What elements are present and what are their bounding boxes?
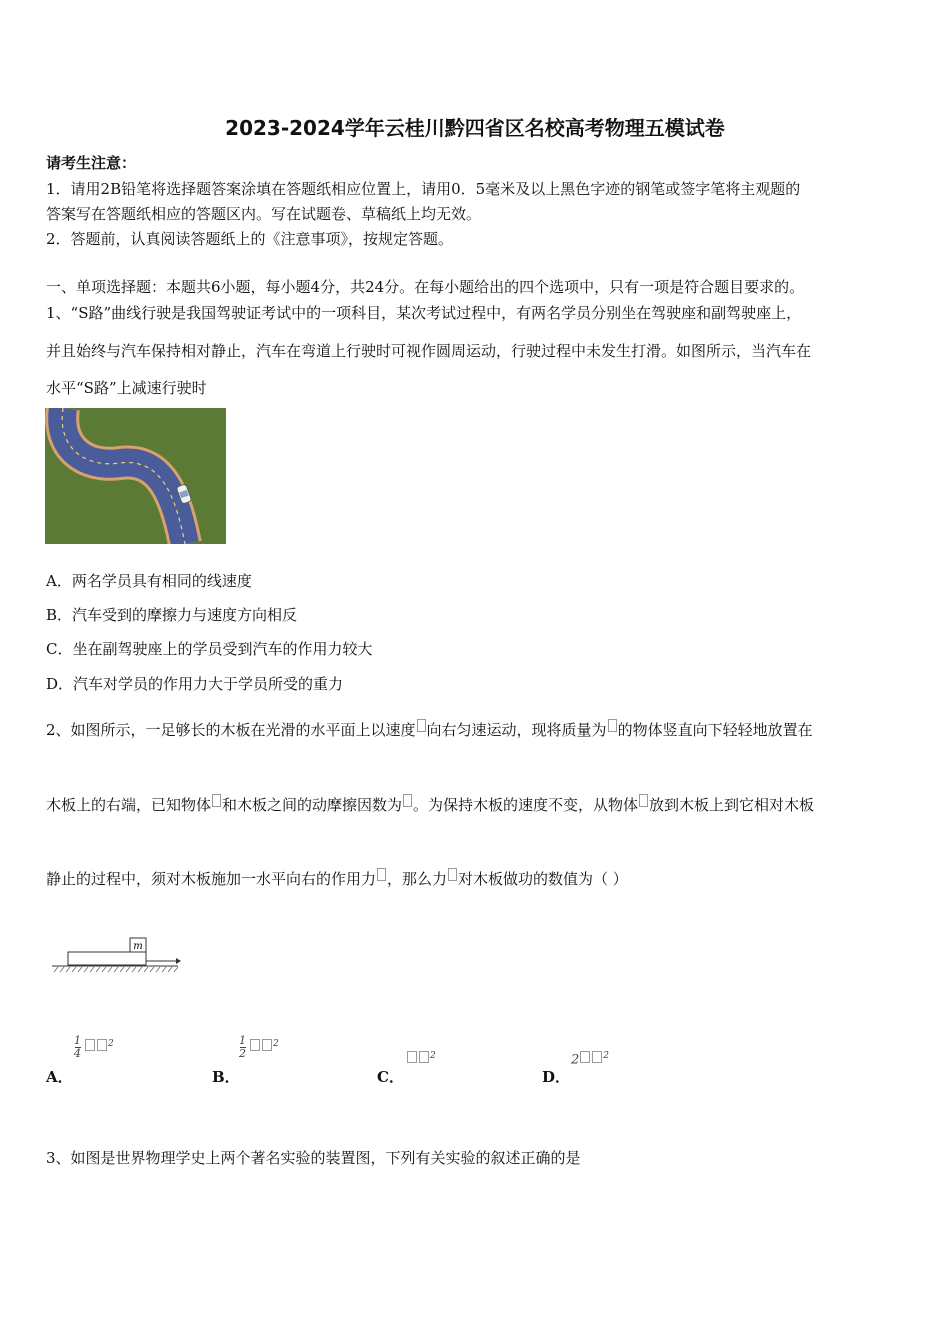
notice-line-1: 1．请用2B铅笔将选择题答案涂填在答题纸相应位置上，请用0．5毫米及以上黑色字迹的钢笔或签字笔将主观题的 — [46, 180, 801, 198]
page-title: 2023-2024学年云桂川黔四省区名校高考物理五模试卷 — [225, 116, 725, 140]
q1-line-2: 并且始终与汽车保持相对静止，汽车在弯道上行驶时可视作圆周运动，行驶过程中未发生打滑。如图所示，当汽车在 — [46, 342, 812, 360]
q1-option-d[interactable]: D．汽车对学员的作用力大于学员所受的重力 — [46, 675, 344, 693]
q2-option-d-expr: 2 $^2$ — [571, 1051, 610, 1068]
notice-line-2: 2．答题前，认真阅读答题纸上的《注意事项》，按规定答题。 — [46, 230, 454, 248]
q3-line-1: 3、如图是世界物理学史上两个著名实验的装置图，下列有关实验的叙述正确的是 — [46, 1149, 581, 1167]
q1-option-c[interactable]: C．坐在副驾驶座上的学员受到汽车的作用力较大 — [46, 640, 373, 658]
q2-option-d[interactable]: D． — [542, 1068, 571, 1086]
q2-option-b-expr: 2 — [249, 1039, 279, 1055]
mass-symbol — [608, 719, 617, 732]
section-heading: 一、单项选择题：本题共6小题，每小题4分，共24分。在每小题给出的四个选项中，只有一项是符合题目要求的。 — [46, 278, 805, 296]
q2-option-a-fraction: 1 4 — [74, 1034, 81, 1060]
q2-line-2: 木板上的右端，已知物体 和木板之间的动摩擦因数为 。为保持木板的速度不变，从物体 放到木板上到它相对木板 — [46, 796, 815, 814]
friction-coefficient-symbol — [403, 794, 412, 807]
q2-option-a[interactable]: A． — [46, 1068, 73, 1086]
q2-line-3: 静止的过程中，须对木板施加一水平向右的作用力 ，那么力 对木板做功的数值为（ ） — [46, 870, 628, 888]
force-symbol — [377, 868, 386, 881]
q2-option-b-fraction: 1 2 — [239, 1034, 246, 1060]
notice-line-1b: 答案写在答题纸相应的答题区内。写在试题卷、草稿纸上均无效。 — [46, 205, 482, 223]
block-mass-label: m — [133, 941, 143, 952]
s-road-figure — [45, 408, 226, 544]
notice-heading: 请考生注意： — [46, 154, 137, 172]
board-block-figure — [50, 932, 182, 978]
q1-line-1: 1、“S路”曲线行驶是我国驾驶证考试中的一项科目，某次考试过程中，有两名学员分别坐在驾驶座和副驾驶座上， — [46, 304, 802, 322]
q1-option-a[interactable]: A．两名学员具有相同的线速度 — [46, 572, 252, 590]
q1-line-3: 水平“S路”上减速行驶时 — [46, 379, 207, 397]
q2-line-1: 2、如图所示，一足够长的木板在光滑的水平面上以速度 向右匀速运动，现将质量为 的物体竖直向下轻轻地放置在 — [46, 721, 813, 739]
velocity-symbol — [417, 719, 426, 732]
q1-option-b[interactable]: B．汽车受到的摩擦力与速度方向相反 — [46, 606, 298, 624]
q2-option-b[interactable]: B． — [212, 1068, 240, 1086]
q2-option-c-expr: 2 — [406, 1051, 436, 1067]
q2-option-a-expr: 2 — [84, 1039, 114, 1055]
q2-option-c[interactable]: C． — [377, 1068, 404, 1086]
